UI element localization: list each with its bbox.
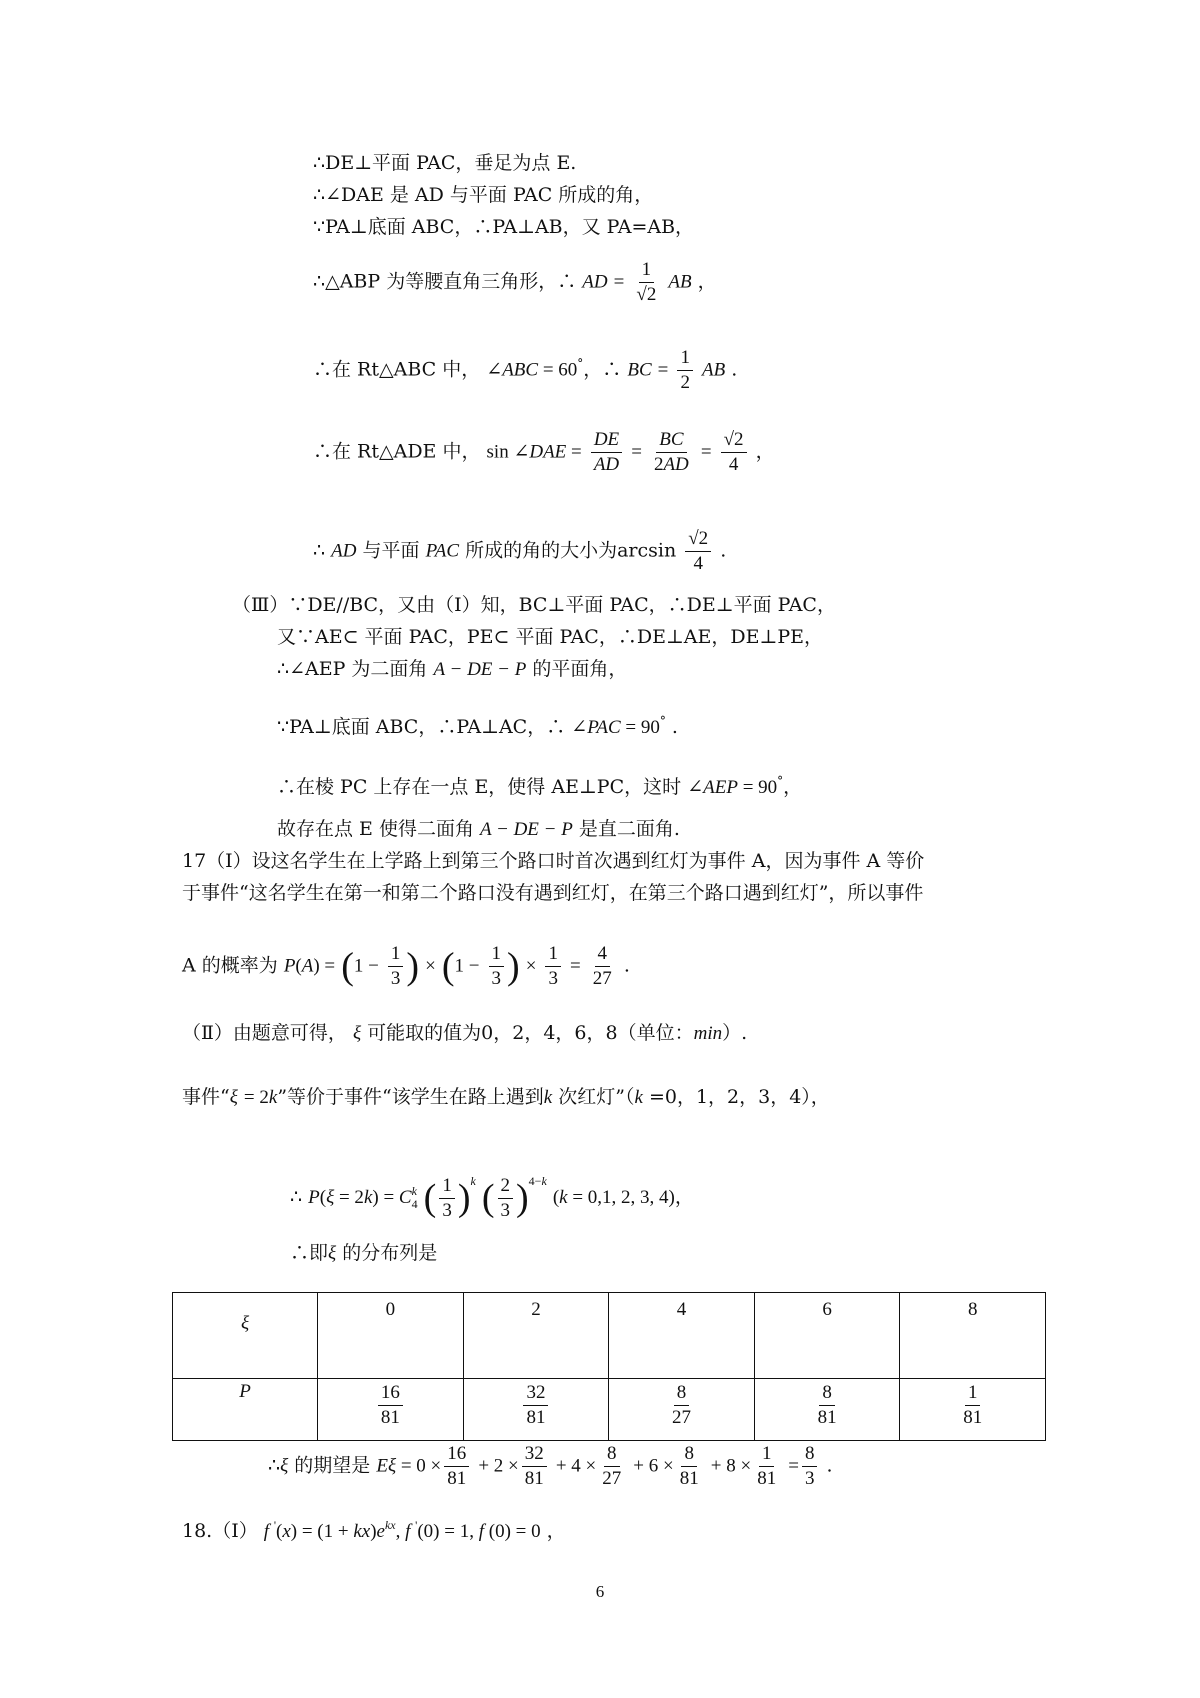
table-cell: $\frac{8}{81}$ — [754, 1379, 900, 1441]
text-line: ∵PA⊥底面 ABC，∴PA⊥AB，又 PA=AB， — [313, 216, 695, 238]
equation-line: ∴即ξ 的分布列是 — [290, 1242, 438, 1264]
equation-line: （Ⅱ）由题意可得， ξ 可能取的值为0，2，4，6，8（单位：min）. — [182, 1022, 748, 1044]
table-cell: $\frac{1}{81}$ — [900, 1379, 1046, 1441]
text-line: 17（Ⅰ）设这名学生在上学路上到第三个路口时首次遇到红灯为事件 A，因为事件 A 等价 — [182, 850, 925, 872]
table-cell: 8 — [900, 1293, 1046, 1379]
equation-line: ∴∠AEP 为二面角 A − DE − P 的平面角， — [277, 658, 628, 680]
equation-line: ∴在 Rt△ADE 中， sin ∠DAE = $\frac{DE}{AD}$ = $\frac{BC}{2AD}$ = $\frac{√2}{4}$ ， — [313, 429, 775, 475]
equation-line: ∴ξ 的期望是 Eξ = 0 × $\frac{16}{81}$ + 2 × $\frac{32}{81}$ + 4 × $\frac{8}{27}$ + 6 × $\frac{8}{81}$ + 8 × $\frac{1}{81}$ = $\frac{8}{3}$ . — [268, 1443, 833, 1489]
equation-line: ∴ P(ξ = 2k) = C k 4 ( $\frac{1}{3}$ )$^k$ ( $\frac{2}{3}$ )$^{4-k}$ (k = 0,1, 2, 3, 4)， — [290, 1174, 694, 1221]
text-line: 于事件“这名学生在第一和第二个路口没有遇到红灯，在第三个路口遇到红灯”，所以事件 — [182, 882, 924, 904]
text-line: ∴DE⊥平面 PAC，垂足为点 E. — [313, 152, 577, 174]
equation-line: ∴ AD 与平面 PAC 所成的角的大小为arcsin $\frac{√2}{4}$ . — [313, 528, 727, 574]
distribution-table — [172, 1292, 1046, 1441]
equation-line: A 的概率为 P(A) = (1 − $\frac{1}{3}$ ) × (1 − $\frac{1}{3}$ ) × $\frac{1}{3}$ = $\frac{4}{27}$ . — [182, 943, 630, 989]
table-cell: $\frac{32}{81}$ — [463, 1379, 609, 1441]
equation-line: ∴在棱 PC 上存在一点 E，使得 AE⊥PC，这时 ∠AEP = 90°， — [277, 774, 803, 798]
table-cell: 4 — [609, 1293, 755, 1379]
equation-line: 故存在点 E 使得二面角 A − DE − P 是直二面角. — [277, 818, 680, 840]
equation-line: 18.（Ⅰ） f $'(x) = (1 + kx)e^{kx}$, f '(0) = 1, f (0) = 0 ， — [182, 1518, 566, 1542]
table-cell: $\frac{16}{81}$ — [318, 1379, 464, 1441]
table-cell: 6 — [754, 1293, 900, 1379]
table-cell: $\frac{8}{27}$ — [609, 1379, 755, 1441]
equation-line: ∴在 Rt△ABC 中， ∠ABC = 60°，∴ BC = $\frac{1}{2}$ AB . — [313, 347, 738, 393]
equation-line: ∴△ABP 为等腰直角三角形，∴ AD = $\frac{1}{√2}$ AB ， — [313, 259, 717, 305]
page-number: 6 — [595, 1582, 605, 1601]
table-header-xi: ξ — [173, 1293, 318, 1379]
equation-line: 事件“ξ = 2k”等价于事件“该学生在路上遇到k 次红灯”（k =0，1，2，3，4）， — [182, 1086, 830, 1108]
table-header-p: P — [173, 1379, 318, 1441]
text-line: （Ⅲ）∵DE//BC，又由（Ⅰ）知，BC⊥平面 PAC，∴DE⊥平面 PAC， — [232, 594, 836, 616]
table-cell: 2 — [463, 1293, 609, 1379]
equation-line: ∵PA⊥底面 ABC，∴PA⊥AC，∴ ∠PAC = 90° . — [277, 714, 678, 738]
text-line: 又∵AE⊂ 平面 PAC，PE⊂ 平面 PAC，∴DE⊥AE，DE⊥PE， — [277, 626, 824, 648]
table-cell: 0 — [318, 1293, 464, 1379]
text-line: ∴∠DAE 是 AD 与平面 PAC 所成的角， — [313, 184, 654, 206]
